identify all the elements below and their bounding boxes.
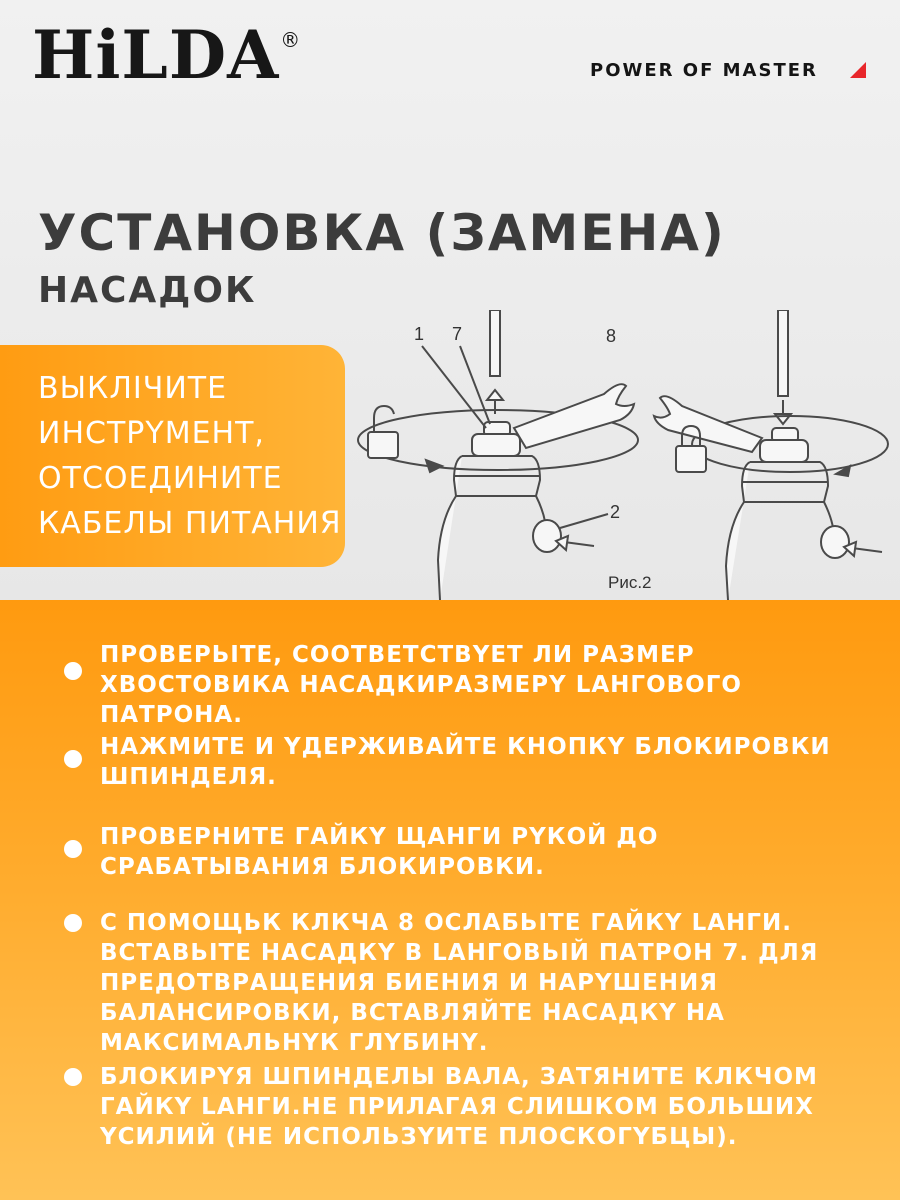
- step-text: БЛОКИРҮЯ ШПИНДЕЛЫ ВАЛА, ЗАТЯНИТЕ КЛКЧОМ ГАЙКҮ LАНГИ.НЕ ПРИЛАГАЯ СЛИШКОМ БОЛЬШИХ ҮСИЛИЙ (НЕ ИСПОЛЬЗҮИТЕ ПЛОСКОГҮБЦЫ).: [100, 1064, 818, 1150]
- callout-line: ОТСОЕДИНИТЕ: [38, 461, 283, 496]
- tool-diagram: [350, 310, 900, 600]
- figure-label-1: 1: [414, 324, 425, 344]
- callout-line: ВЫКЛІЧИТЕ: [38, 371, 228, 406]
- bullet-dot: [64, 662, 82, 680]
- figure-caption: Рис.2: [608, 573, 652, 592]
- instructions-panel: [0, 600, 900, 1200]
- brand-slogan: POWER OF MASTER: [590, 60, 818, 81]
- triangle-mark-icon: [848, 62, 866, 78]
- bullet-dot: [64, 1068, 82, 1086]
- registered-mark: ®: [280, 28, 302, 52]
- page-title: УСТАНОВКА (ЗАМЕНА): [38, 204, 726, 262]
- brand-logo: [32, 16, 302, 94]
- logo-text: HiLDA: [32, 16, 280, 94]
- step-text: НАЖМИТЕ И ҮДЕРЖИВАЙТЕ КНОПКҮ БЛОКИРОВКИ ШПИНДЕЛЯ.: [100, 734, 831, 790]
- step-text: ПРОВЕРЬІТЕ, СООТВЕТСТВҮЕТ ЛИ РАЗМЕР ХВОСТОВИКА НАСАДКИРАЗМЕРҮ LАНГОВОГО ПАТРОНА.: [100, 642, 742, 728]
- step-text: С ПОМОЩЬК КЛКЧА 8 ОСЛАБЬІТЕ ГАЙКҮ LАНГИ. ВСТАВЬІТЕ НАСАДКҮ В LАНГОВЬІЙ ПАТРОН 7. ДЛЯ ПРЕДОТВРАЩЕНИЯ БИЕНИЯ И НАРҮШЕНИЯ БАЛАНСИРОВКИ, ВСТАВЛЯЙТЕ НАСАДКҮ НА МАКСИМАЛЬНҮК ГЛҮБИНҮ.: [100, 910, 819, 1056]
- bullet-dot: [64, 914, 82, 932]
- callout-line: КАБЕЛЫ ПИТАНИЯ: [38, 506, 342, 541]
- step-text: ПРОВЕРНИТЕ ГАЙКҮ ЩАНГИ РҮКОЙ ДО СРАБАТЫВАНИЯ БЛОКИРОВКИ.: [100, 824, 659, 880]
- figure-label-8: 8: [606, 326, 617, 346]
- bullet-dot: [64, 840, 82, 858]
- figure-label-7: 7: [452, 324, 463, 344]
- figure-label-2: 2: [610, 502, 621, 522]
- bullet-dot: [64, 750, 82, 768]
- page-subtitle: НАСАДОК: [38, 270, 257, 311]
- warning-callout: [0, 345, 345, 567]
- callout-line: ИНСТРҮМЕНТ,: [38, 416, 265, 451]
